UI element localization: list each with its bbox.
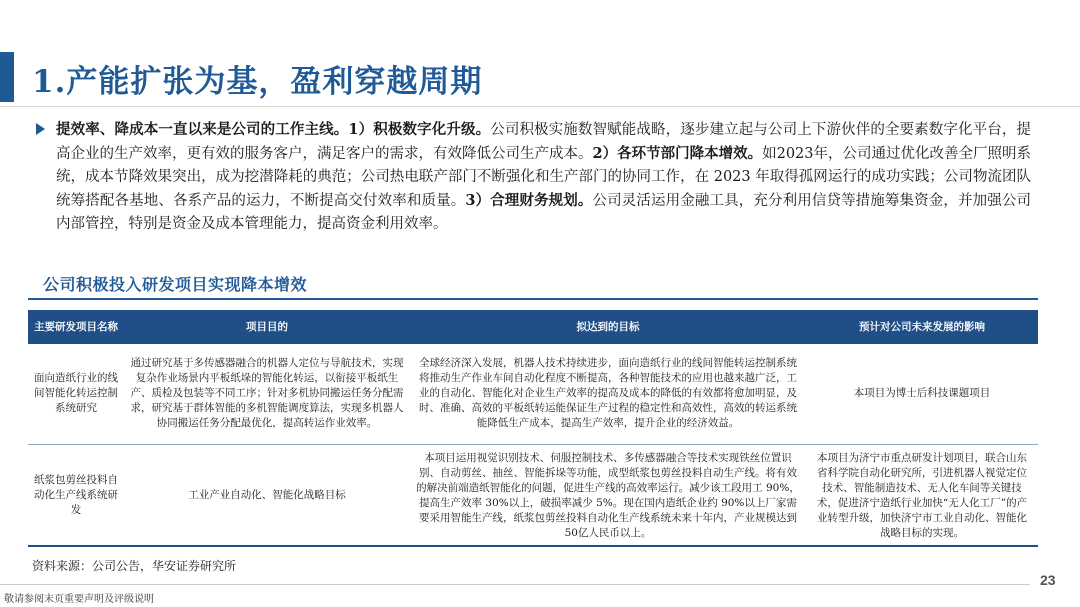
title-accent-bar xyxy=(0,52,14,102)
table-bottom-rule xyxy=(28,545,1038,547)
triangle-bullet-icon xyxy=(36,123,45,135)
intro-text-digital: 公司积极实施数智赋能战略，逐步建立起与公司上下游伙伴的全要素数字化平台，提高企业的生产效率，更有效的服务客户，满足客户的需求，有效降低公司生产成本。 xyxy=(56,122,1032,162)
footer-divider xyxy=(0,584,1030,585)
cell-target-goal: 全球经济深入发展，机器人技术持续进步，面向造纸行业的线间智能转运控制系统将推动生产作业车间自动化程度不断提高，各种智能技术的应用也越来越广泛，工业的自动化、智能化对企业生产效率的提高及成本的降低的有效都将愈加明显，及时、准确、高效的平板纸转运能保证生产过程的稳定性和高效性，高效的转运系统能降低生产成本，提高生产效率，提升企业的经济效益。 xyxy=(410,344,806,444)
footer-disclaimer: 敬请参阅末页重要声明及评级说明 xyxy=(4,594,154,605)
header-project-purpose: 项目目的 xyxy=(124,310,410,344)
header-project-name: 主要研发项目名称 xyxy=(28,310,124,344)
intro-heading-finance: 3）合理财务规划。 xyxy=(465,192,593,209)
intro-text-finance: 公司灵活运用金融工具，充分利用信贷等措施筹集资金，并加强公司内部管控，特别是资金及成本管理能力，提高资金利用效率。 xyxy=(56,193,1032,232)
title-divider xyxy=(0,106,1080,107)
intro-paragraph xyxy=(56,118,1031,236)
cell-project-name: 纸浆包剪丝投料自动化生产线系统研发 xyxy=(34,474,118,517)
section-title: 公司积极投入研发项目实现降本增效 xyxy=(43,275,308,294)
cell-project-purpose: 工业产业自动化、智能化战略目标 xyxy=(188,489,346,502)
rd-projects-table xyxy=(28,310,1038,547)
table-row xyxy=(28,444,1038,547)
intro-text-cost: 如2023年，公司通过优化改善全厂照明系统，成本节降效果突出，成为挖潜降耗的典范；公司热电联产部门不断强化和生产部门的协同工作，在 2023 年取得孤网运行的成功实践；公司物流团队统筹搭配各基地、各系产品的运力，不断提高交付效率和质量。 xyxy=(56,146,1031,209)
intro-heading-cost: 2）各环节部门降本增效。 xyxy=(592,145,763,162)
cell-project-name: 面向造纸行业的线间智能化转运控制系统研究 xyxy=(28,344,124,444)
cell-target-goal: 本项目运用视觉识别技术、伺服控制技术、多传感器融合等技术实现铁丝位置识别、自动剪丝、抽丝、智能拆垛等功能，成型纸浆包剪丝投料自动生产线。将有效的解决前端造纸智能化的问题，促进生产线的高效率运行。减少该工段用工 90%，提高生产效率 30%以上，破损率减少 5%。现在国内造纸企业约 90%以上厂家需要采用智能生产线，纸浆包剪丝投料自动化生产线系统未来十年内，产业规模达到 50亿人民币以上。 xyxy=(416,451,800,539)
cell-project-purpose: 通过研究基于多传感器融合的机器人定位与导航技术，实现复杂作业场景内平板纸垛的智能化转运，以衔接平板纸生产、质检及包装等不同工序；针对多机协同搬运任务分配需求，研究基于群体智能的多机智能调度算法，实现多机器人协同搬运任务分配最优化，提高转运作业效率。 xyxy=(124,344,410,444)
cell-expected-impact: 本项目为济宁市重点研发计划项目，联合山东省科学院自动化研究所，引进机器人视觉定位技术、智能制造技术、无人化车间等关键技术，促进济宁造纸行业加快“无人化工厂”的产业转型升级，加快济宁市工业自动化、智能化战略目标的实现。 xyxy=(816,451,1028,539)
page-number: 23 xyxy=(1040,572,1056,588)
intro-heading-digital: 1）积极数字化升级。 xyxy=(348,121,491,138)
section-divider xyxy=(28,298,1038,300)
table-header-row xyxy=(28,310,1038,344)
cell-expected-impact: 本项目为博士后科技课题项目 xyxy=(806,344,1038,444)
header-target-goal: 拟达到的目标 xyxy=(410,310,806,344)
source-note: 资料来源：公司公告，华安证券研究所 xyxy=(32,559,237,573)
intro-heading-main: 提效率、降成本一直以来是公司的工作主线。 xyxy=(56,121,349,138)
table-row xyxy=(28,344,1038,444)
header-expected-impact: 预计对公司未来发展的影响 xyxy=(806,310,1038,344)
page-title: 1.产能扩张为基，盈利穿越周期 xyxy=(32,64,483,100)
